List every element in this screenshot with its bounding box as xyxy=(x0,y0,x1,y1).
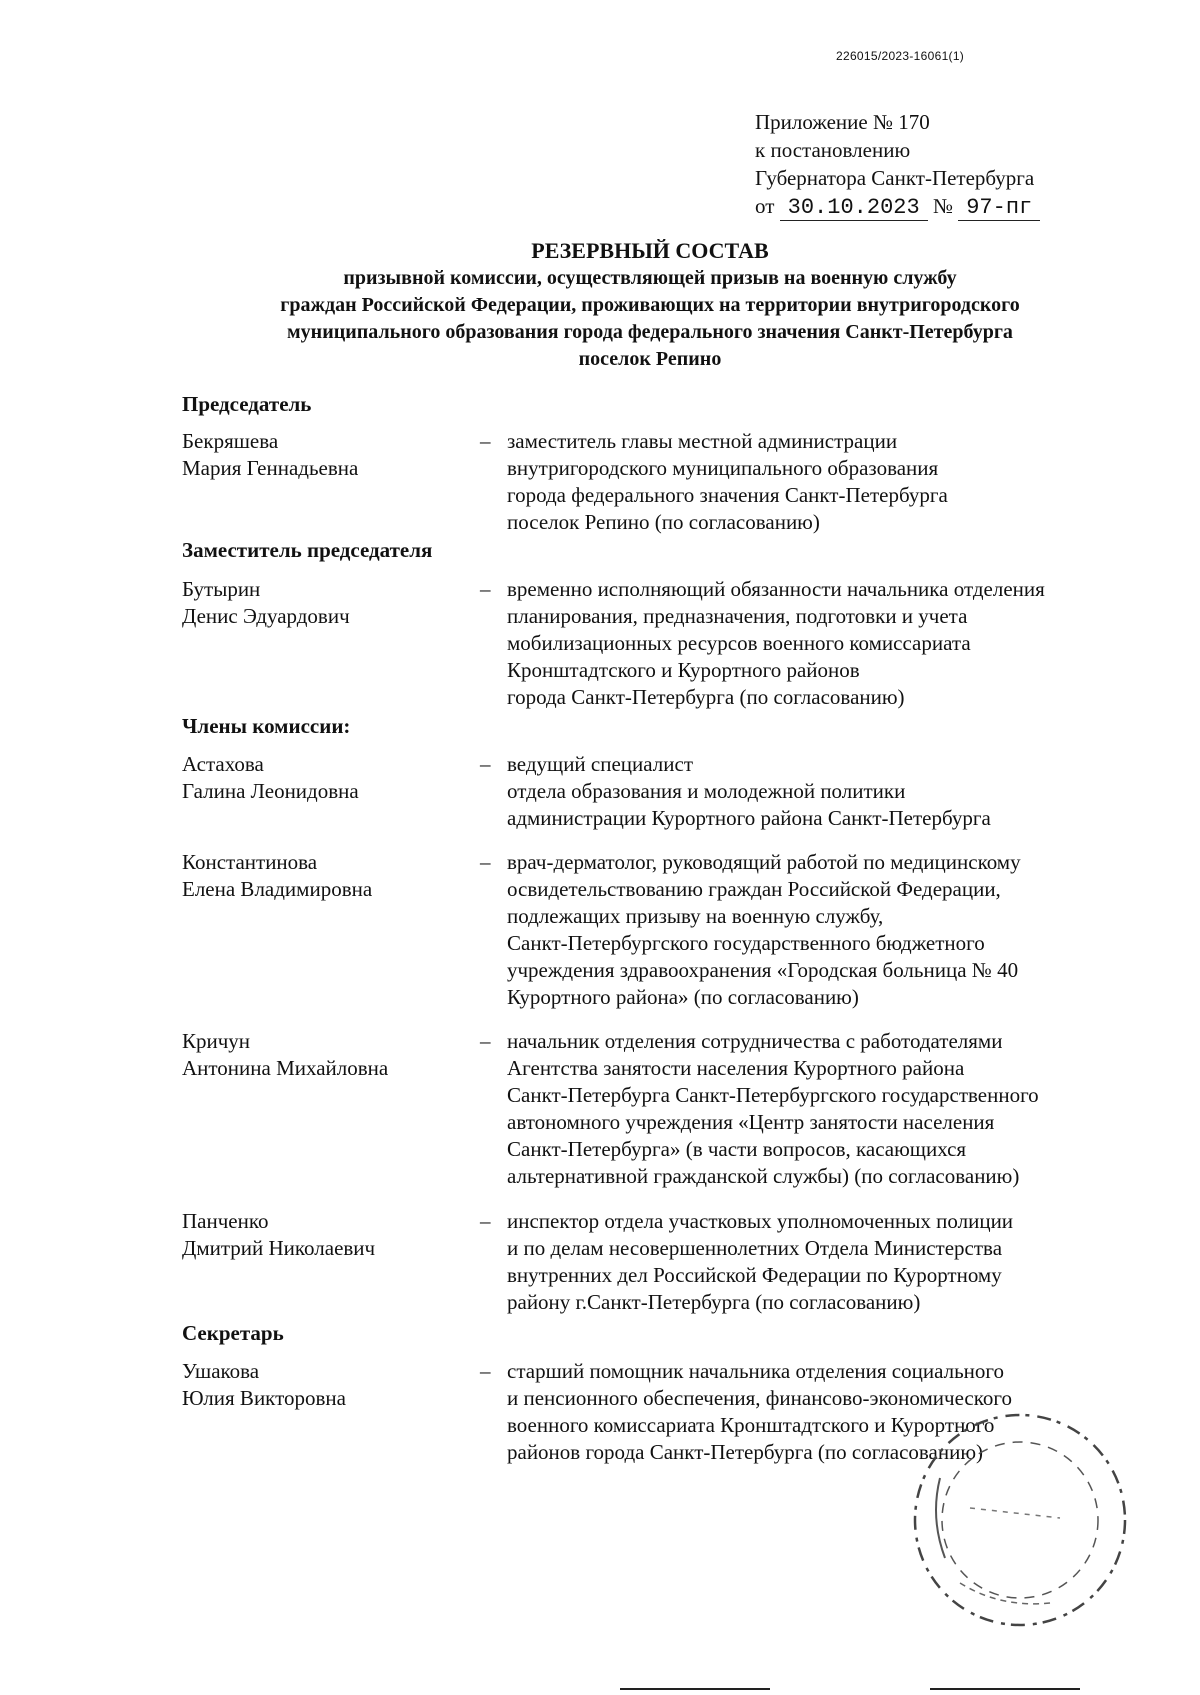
person-given-names: Денис Эдуардович xyxy=(182,604,350,628)
position-line: ведущий специалист xyxy=(507,752,693,776)
date-prefix: от xyxy=(755,194,775,218)
decree-number: 97-пг xyxy=(958,195,1040,221)
person-position xyxy=(507,849,1147,1011)
title-line-1: призывной комиссии, осуществляющей призыв на военную службу xyxy=(343,267,957,289)
position-line: внутренних дел Российской Федерации по Курортному xyxy=(507,1263,1002,1287)
position-line: администрации Курортного района Санкт-Петербурга xyxy=(507,806,991,830)
dash-separator: – xyxy=(480,1209,491,1233)
position-line: начальник отделения сотрудничества с работодателями xyxy=(507,1029,1003,1053)
position-line: альтернативной гражданской службы) (по согласованию) xyxy=(507,1164,1020,1188)
dash-separator: – xyxy=(480,1359,491,1383)
position-line: Санкт-Петербургского государственного бюджетного xyxy=(507,931,985,955)
position-line: учреждения здравоохранения «Городская больница № 40 xyxy=(507,958,1019,982)
appendix-issuer: Губернатора Санкт-Петербурга xyxy=(755,166,1035,190)
person-given-names: Галина Леонидовна xyxy=(182,779,359,803)
dash-separator: – xyxy=(480,429,491,453)
person-surname: Кричун xyxy=(182,1029,251,1053)
position-line: врач-дерматолог, руководящий работой по медицинскому xyxy=(507,850,1021,874)
dash-separator: – xyxy=(480,850,491,874)
signature-line xyxy=(620,1688,770,1690)
person-surname: Бутырин xyxy=(182,577,261,601)
position-line: внутригородского муниципального образования xyxy=(507,456,939,480)
dash-separator: – xyxy=(480,577,491,601)
appendix-reference: к постановлению xyxy=(755,138,911,162)
title-line-4: поселок Репино xyxy=(578,348,722,370)
person-name xyxy=(182,576,482,630)
position-line: заместитель главы местной администрации xyxy=(507,429,898,453)
dash-separator: – xyxy=(480,752,491,776)
title-line-2: граждан Российской Федерации, проживающих на территории внутригородского xyxy=(280,294,1020,316)
person-position xyxy=(507,1028,1147,1190)
person-given-names: Антонина Михайловна xyxy=(182,1056,389,1080)
person-name xyxy=(182,428,482,482)
person-surname: Астахова xyxy=(182,752,264,776)
position-line: города Санкт-Петербурга (по согласованию) xyxy=(507,685,905,709)
position-line: планирования, предназначения, подготовки и учета xyxy=(507,604,968,628)
person-name xyxy=(182,1208,482,1262)
title-main: РЕЗЕРВНЫЙ СОСТАВ xyxy=(531,238,769,263)
position-line: поселок Репино (по согласованию) xyxy=(507,510,820,534)
person-name xyxy=(182,849,482,903)
person-surname: Панченко xyxy=(182,1209,269,1233)
person-position xyxy=(507,428,1147,536)
person-name xyxy=(182,1358,482,1412)
section-secretary: Секретарь xyxy=(182,1321,284,1345)
person-given-names: Елена Владимировна xyxy=(182,877,373,901)
person-surname: Бекряшева xyxy=(182,429,279,453)
person-given-names: Дмитрий Николаевич xyxy=(182,1236,376,1260)
position-line: и по делам несовершеннолетних Отдела Министерства xyxy=(507,1236,1003,1260)
position-line: Кронштадтского и Курортного районов xyxy=(507,658,860,682)
position-line: району г.Санкт-Петербурга (по согласованию) xyxy=(507,1290,921,1314)
appendix-date-line xyxy=(755,192,1040,222)
appendix-header xyxy=(755,108,1040,222)
document-registration-number: 226015/2023-16061(1) xyxy=(836,49,965,63)
position-line: Курортного района» (по согласованию) xyxy=(507,985,859,1009)
person-surname: Ушакова xyxy=(182,1359,260,1383)
person-surname: Константинова xyxy=(182,850,318,874)
position-line: районов города Санкт-Петербурга (по согласованию) xyxy=(507,1440,984,1464)
document-title xyxy=(150,237,1150,373)
section-chairman: Председатель xyxy=(182,392,312,416)
decree-date: 30.10.2023 xyxy=(780,195,928,221)
number-prefix: № xyxy=(932,194,953,218)
official-stamp-icon xyxy=(900,1408,1130,1638)
person-given-names: Юлия Викторовна xyxy=(182,1386,346,1410)
position-line: освидетельствованию граждан Российской Федерации, xyxy=(507,877,1001,901)
title-line-3: муниципального образования города федерального значения Санкт-Петербурга xyxy=(287,321,1013,343)
section-deputy: Заместитель председателя xyxy=(182,538,433,562)
position-line: города федерального значения Санкт-Петербурга xyxy=(507,483,948,507)
position-line: старший помощник начальника отделения социального xyxy=(507,1359,1004,1383)
person-given-names: Мария Геннадьевна xyxy=(182,456,359,480)
position-line: инспектор отдела участковых уполномоченных полиции xyxy=(507,1209,1014,1233)
position-line: военного комиссариата Кронштадтского и Курортного xyxy=(507,1413,995,1437)
position-line: Санкт-Петербурга» (в части вопросов, касающихся xyxy=(507,1137,967,1161)
person-name xyxy=(182,1028,482,1082)
position-line: подлежащих призыву на военную службу, xyxy=(507,904,884,928)
dash-separator: – xyxy=(480,1029,491,1053)
person-position xyxy=(507,751,1147,832)
position-line: временно исполняющий обязанности начальника отделения xyxy=(507,577,1045,601)
signature-line xyxy=(930,1688,1080,1690)
position-line: мобилизационных ресурсов военного комиссариата xyxy=(507,631,971,655)
appendix-number: Приложение № 170 xyxy=(755,110,930,134)
person-position xyxy=(507,1208,1147,1316)
section-members: Члены комиссии: xyxy=(182,714,351,738)
position-line: Агентства занятости населения Курортного района xyxy=(507,1056,965,1080)
position-line: Санкт-Петербурга Санкт-Петербургского государственного xyxy=(507,1083,1039,1107)
position-line: автономного учреждения «Центр занятости населения xyxy=(507,1110,995,1134)
position-line: и пенсионного обеспечения, финансово-экономического xyxy=(507,1386,1012,1410)
position-line: отдела образования и молодежной политики xyxy=(507,779,906,803)
person-name xyxy=(182,751,482,805)
person-position xyxy=(507,576,1147,711)
